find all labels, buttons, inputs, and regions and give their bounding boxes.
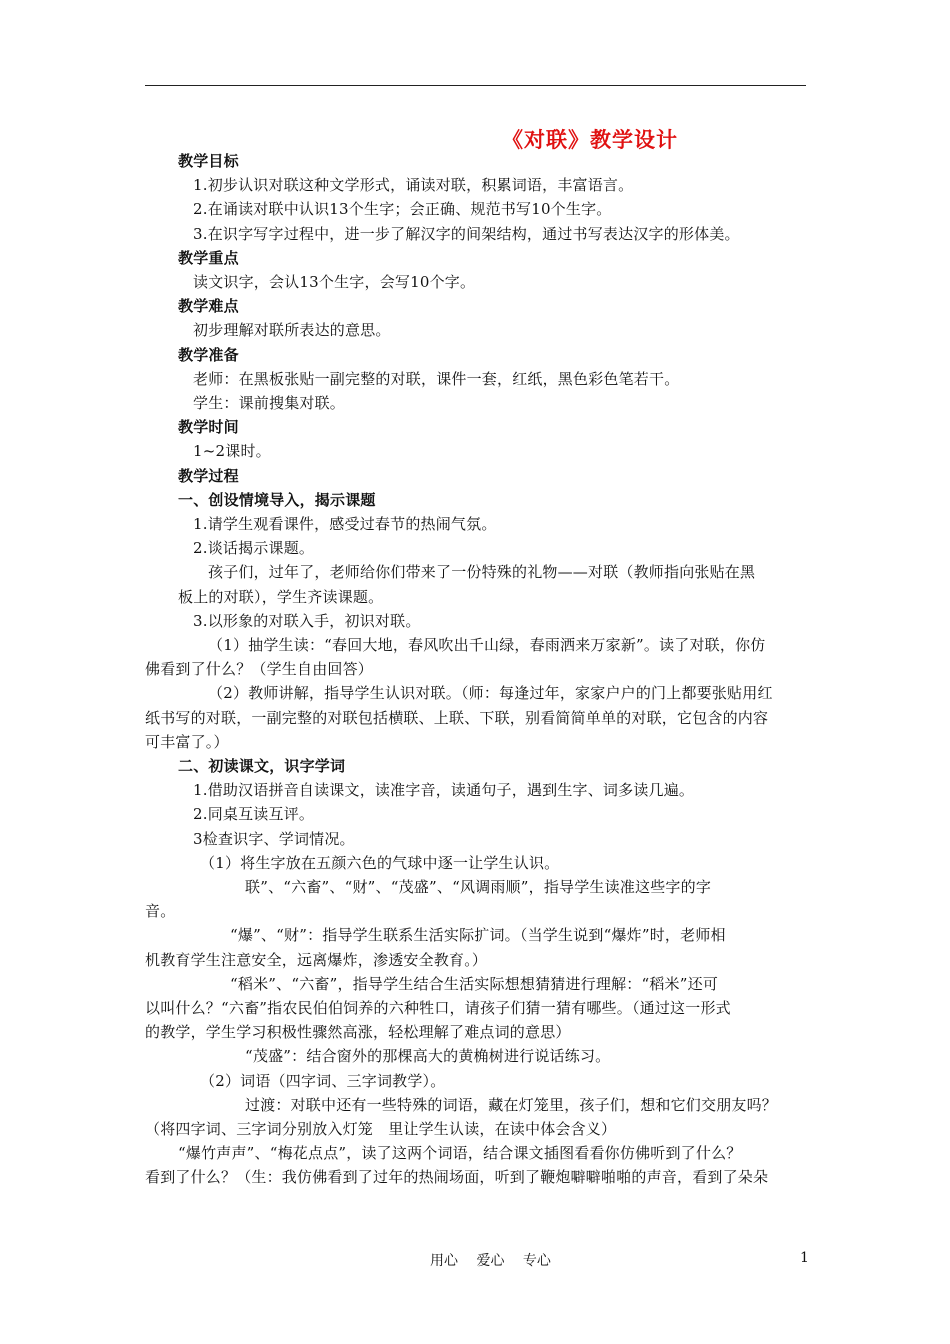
body-line: 1.借助汉语拼音自读课文，读准字音，读通句子，遇到生字、词多读几遍。: [193, 781, 695, 800]
body-line: 佛看到了什么？（学生自由回答）: [145, 660, 374, 679]
body-line: 过渡：对联中还有一些特殊的词语，藏在灯笼里，孩子们，想和它们交朋友吗？: [245, 1095, 778, 1114]
body-line: 板上的对联），学生齐读课题。: [178, 587, 384, 606]
body-line: “爆”、“财”：指导学生联系生活实际扩词。（当学生说到“爆炸”时，老师相: [230, 926, 726, 945]
body-line: 以叫什么？“六畜”指农民伯伯饲养的六种牲口，请孩子们猜一猜有哪些。（通过这一形式: [145, 999, 731, 1017]
section-heading: 教学时间: [178, 418, 239, 437]
body-line: 2.同桌互读互评。: [193, 805, 315, 824]
section-heading: 二、初读课文，识字学词: [178, 757, 346, 775]
body-line: （1）将生字放在五颜六色的气球中逐一让学生认识。: [200, 853, 560, 872]
body-line: 初步理解对联所表达的意思。: [193, 321, 391, 340]
body-line: （将四字词、三字词分别放入灯笼 里让学生认读，在读中体会含义）: [145, 1120, 617, 1138]
page-number: 1: [800, 1250, 809, 1266]
body-line: （1）抽学生读：“春回大地，春风吹出千山绿，春雨洒来万家新”。读了对联，你仿: [208, 636, 766, 654]
body-line: 3.以形象的对联入手，初识对联。: [193, 611, 421, 630]
body-line: 1.初步认识对联这种文学形式，诵读对联，积累词语，丰富语言。: [193, 176, 634, 195]
body-line: 3检查识字、学词情况。: [193, 829, 355, 848]
body-line: （2）教师讲解，指导学生认识对联。（师：每逢过年，家家户户的门上都要张贴用红: [208, 684, 773, 703]
body-line: 1.请学生观看课件，感受过春节的热闹气氛。: [193, 515, 497, 533]
body-line: 2.在诵读对联中认识13个生字；会正确、规范书写10个生字。: [193, 200, 612, 219]
body-line: 1~2课时。: [193, 442, 271, 461]
body-line: 读文识字，会认13个生字，会写10个字。: [193, 273, 476, 291]
page-title: 《对联》教学设计: [502, 127, 678, 152]
body-line: 音。: [145, 902, 176, 921]
body-line: 可丰富了。）: [145, 732, 229, 751]
body-line: “爆竹声声”、“梅花点点”，读了这两个词语，结合课文插图看看你仿佛听到了什么？: [178, 1144, 742, 1163]
body-line: 联”、“六畜”、“财”、“茂盛”、“风调雨顺”，指导学生读准这些字的字: [245, 878, 712, 896]
body-line: 2.谈话揭示课题。: [193, 539, 315, 558]
footer-motto: 用心 爱心 专心: [430, 1253, 551, 1269]
body-line: 机教育学生注意安全，远离爆炸，渗透安全教育。）: [145, 950, 488, 969]
section-heading: 教学准备: [178, 345, 239, 364]
body-line: 老师：在黑板张贴一副完整的对联，课件一套，红纸，黑色彩色笔若干。: [193, 369, 680, 388]
body-line: 学生：课前搜集对联。: [193, 394, 346, 412]
section-heading: 教学重点: [178, 248, 239, 267]
body-line: 看到了什么？（生：我仿佛看到了过年的热闹场面，听到了鞭炮噼噼啪啪的声音，看到了朵朵: [145, 1168, 769, 1187]
body-line: 3.在识字写字过程中，进一步了解汉字的间架结构，通过书写表达汉字的形体美。: [193, 224, 740, 243]
body-line: 的教学，学生学习积极性骤然高涨，轻松理解了难点词的意思）: [145, 1023, 571, 1042]
section-heading: 一、创设情境导入，揭示课题: [178, 490, 376, 509]
body-line: “茂盛”：结合窗外的那棵高大的黄桷树进行说话练习。: [245, 1047, 611, 1066]
section-heading: 教学目标: [178, 152, 239, 170]
body-line: 孩子们，过年了，老师给你们带来了一份特殊的礼物——对联（教师指向张贴在黑: [208, 563, 756, 582]
body-line: （2）词语（四字词、三字词教学）。: [200, 1071, 446, 1090]
header-rule: [145, 85, 806, 86]
body-line: “稻米”、“六畜”，指导学生结合生活实际想想猜猜进行理解：“稻米”还可: [230, 974, 719, 993]
section-heading: 教学过程: [178, 466, 239, 485]
body-line: 纸书写的对联，一副完整的对联包括横联、上联、下联，别看简简单单的对联，它包含的内容: [145, 708, 769, 727]
section-heading: 教学难点: [178, 297, 239, 316]
